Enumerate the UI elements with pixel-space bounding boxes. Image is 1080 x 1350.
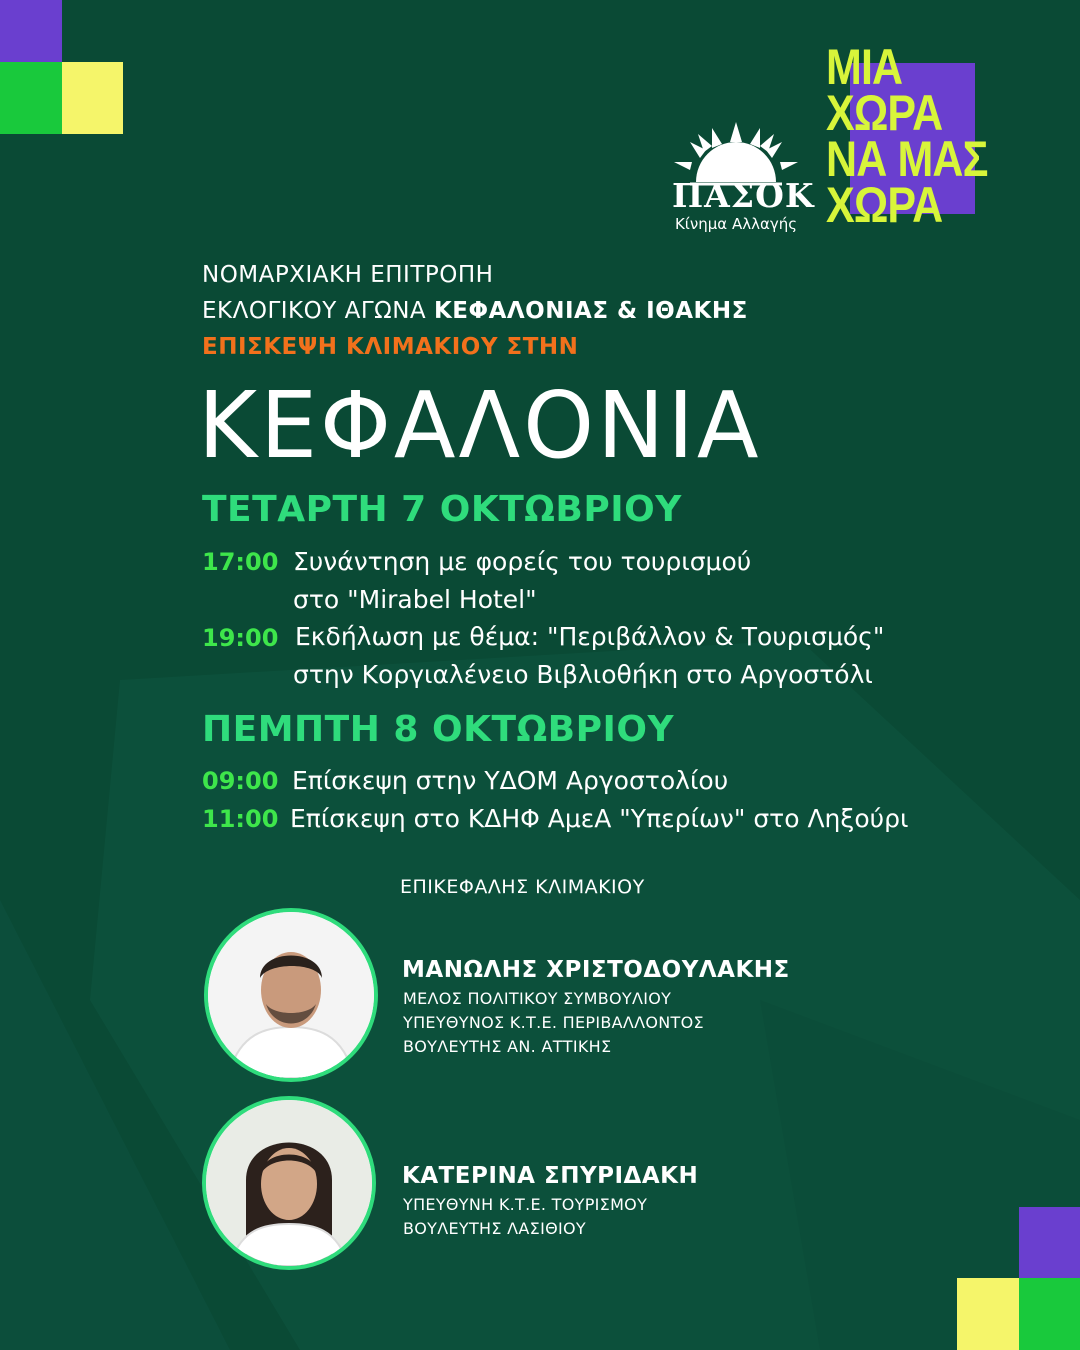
visit-subtitle: ΕΠΙΣΚΕΨΗ ΚΛΙΜΑΚΙΟΥ ΣΤΗΝ bbox=[202, 334, 579, 360]
avatar bbox=[204, 908, 378, 1082]
corner-square-purple bbox=[1019, 1207, 1080, 1278]
leaders-title: ΕΠΙΚΕΦΑΛΗΣ ΚΛΙΜΑΚΙΟΥ bbox=[400, 876, 645, 898]
event-time: 17:00 bbox=[202, 548, 279, 576]
event-time: 19:00 bbox=[202, 624, 279, 652]
city-title: ΚΕΦΑΛΟΝΙΑ bbox=[198, 372, 762, 479]
logo-subtitle: Κίνημα Αλλαγής bbox=[674, 215, 798, 233]
person-role: ΥΠΕΥΘΥΝΗ Κ.Τ.Ε. ΤΟΥΡΙΣΜΟΥ bbox=[403, 1195, 648, 1214]
person-role: ΥΠΕΥΘΥΝΟΣ Κ.Τ.Ε. ΠΕΡΙΒΑΛΛΟΝΤΟΣ bbox=[403, 1013, 704, 1032]
slogan-line: ΜΙΑ bbox=[826, 39, 903, 95]
day-title: ΤΕΤΑΡΤΗ 7 ΟΚΤΩΒΡΙΟΥ bbox=[202, 489, 682, 530]
corner-square-purple bbox=[0, 0, 62, 62]
corner-square-green bbox=[0, 62, 62, 134]
header-line-2-prefix: ΕΚΛΟΓΙΚΟΥ ΑΓΩΝΑ bbox=[202, 298, 434, 324]
person-role: ΜΕΛΟΣ ΠΟΛΙΤΙΚΟΥ ΣΥΜΒΟΥΛΙΟΥ bbox=[403, 989, 672, 1008]
event-description: Εκδήλωση με θέμα: "Περιβάλλον & Τουρισμός" bbox=[295, 622, 885, 651]
corner-square-yellow bbox=[62, 62, 123, 134]
logo-name: ΠΑΣΟΚ bbox=[672, 176, 815, 215]
avatar bbox=[202, 1096, 376, 1270]
person-portrait-icon bbox=[206, 1100, 372, 1266]
person-role: ΒΟΥΛΕΥΤΗΣ ΑΝ. ΑΤΤΙΚΗΣ bbox=[403, 1037, 612, 1056]
event-description: Επίσκεψη στο ΚΔΗΦ ΑμεΑ "Υπερίων" στο Ληξούρι bbox=[290, 804, 909, 833]
event-time: 11:00 bbox=[202, 805, 279, 833]
day-title: ΠΕΜΠΤΗ 8 ΟΚΤΩΒΡΙΟΥ bbox=[202, 709, 675, 750]
corner-square-yellow bbox=[957, 1278, 1019, 1350]
person-portrait-icon bbox=[208, 912, 374, 1078]
person-name: ΚΑΤΕΡΙΝΑ ΣΠΥΡΙΔΑΚΗ bbox=[402, 1163, 699, 1189]
header-region: ΚΕΦΑΛΟΝΙΑΣ & ΙΘΑΚΗΣ bbox=[433, 298, 748, 324]
event-location: στην Κοργιαλένειο Βιβλιοθήκη στο Αργοστόλι bbox=[293, 660, 873, 689]
slogan-line: ΧΩΡΑ bbox=[826, 85, 943, 141]
corner-square-green bbox=[1019, 1278, 1080, 1350]
slogan-line: ΝΑ ΜΑΣ bbox=[826, 131, 988, 187]
event-description: Επίσκεψη στην ΥΔΟΜ Αργοστολίου bbox=[292, 766, 729, 795]
person-role: ΒΟΥΛΕΥΤΗΣ ΛΑΣΙΘΙΟΥ bbox=[403, 1219, 586, 1238]
header-line-2 bbox=[202, 298, 748, 324]
header-line-1: ΝΟΜΑΡΧΙΑΚΗ ΕΠΙΤΡΟΠΗ bbox=[202, 262, 494, 288]
event-location: στο "Mirabel Hotel" bbox=[293, 585, 537, 614]
slogan-line: ΧΩΡΑ bbox=[826, 177, 943, 233]
person-name: ΜΑΝΩΛΗΣ ΧΡΙΣΤΟΔΟΥΛΑΚΗΣ bbox=[402, 957, 790, 983]
event-time: 09:00 bbox=[202, 767, 279, 795]
event-description: Συνάντηση με φορείς του τουρισμού bbox=[293, 547, 752, 576]
